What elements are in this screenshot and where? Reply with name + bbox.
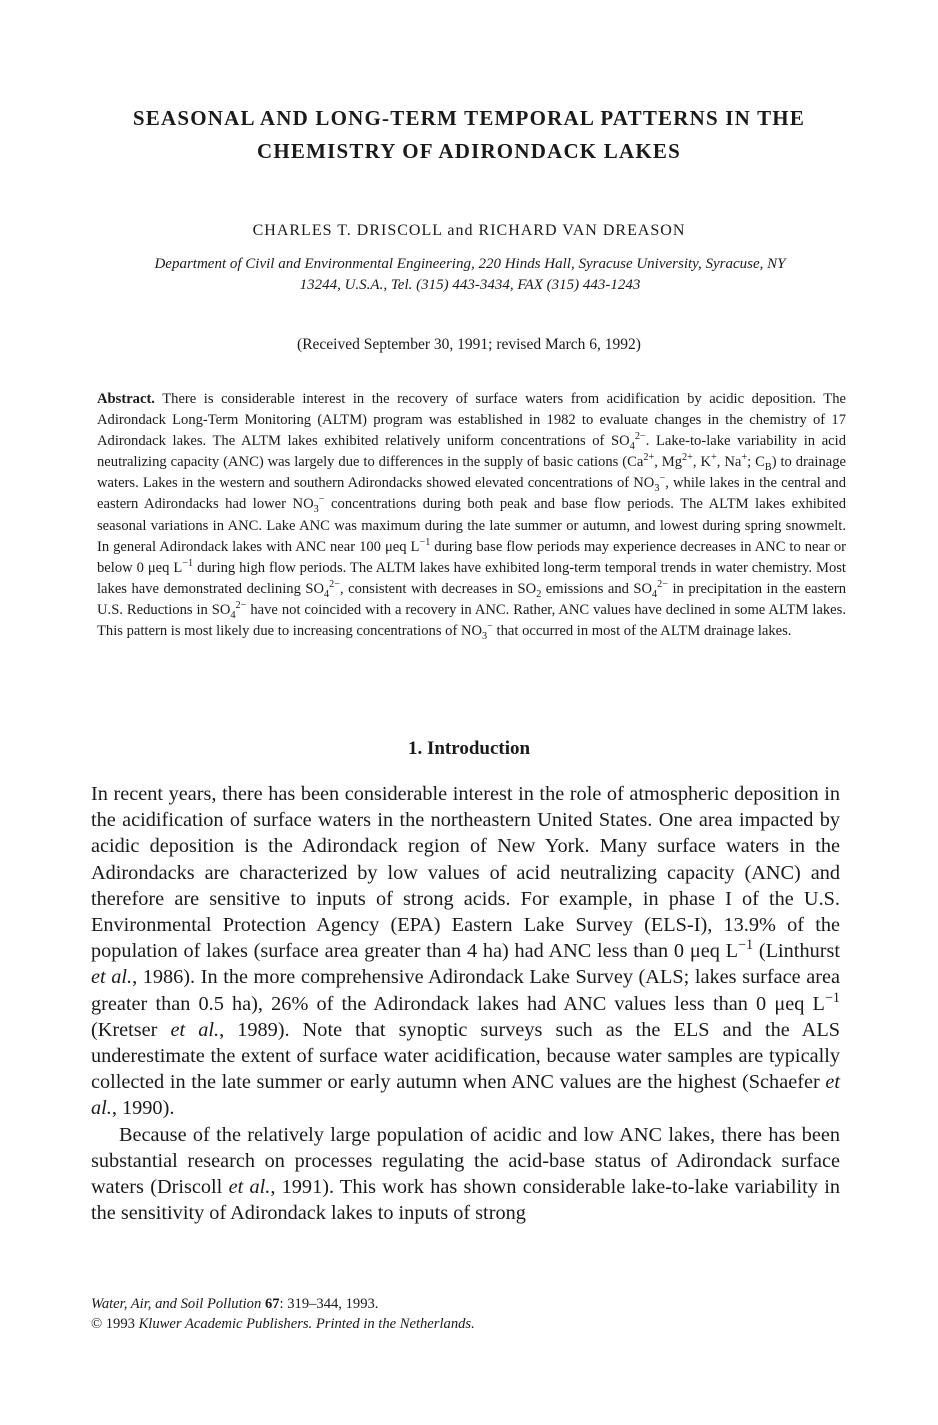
abstract-superscript: − xyxy=(318,494,325,506)
abstract-text: , K xyxy=(692,454,712,471)
abstract-subscript: 3 xyxy=(482,630,488,642)
abstract-superscript: − xyxy=(487,621,493,633)
paper-title xyxy=(90,102,848,168)
affiliation-line-1: Department of Civil and Environmental Engineering, 220 Hinds Hall, Syracuse University, Syracuse, NY xyxy=(154,256,786,272)
author-list: CHARLES T. DRISCOLL and RICHARD VAN DREASON xyxy=(252,222,686,239)
body-text: , 1989). Note that synoptic surveys such as the ELS and the ALS underestimate the extent of surface water acidification, because water samples are typically collected in the late summer or early autumn when ANC values are the highest (Schaefer xyxy=(91,1018,840,1094)
journal-footer xyxy=(91,1294,791,1334)
abstract-text: , Mg xyxy=(654,454,683,471)
abstract-superscript: 2+ xyxy=(682,452,693,464)
body-text: , 1990). xyxy=(111,1097,175,1120)
copyright-symbol: © xyxy=(91,1316,103,1332)
abstract-subscript: 2 xyxy=(536,588,542,600)
received-dates: (Received September 30, 1991; revised March 6, 1992) xyxy=(297,336,641,353)
abstract-text: emissions and SO xyxy=(541,580,653,597)
introduction-paragraph-2 xyxy=(91,1122,840,1227)
body-text: , 1986). In the more comprehensive Adirondack Lake Survey (ALS; lakes surface area greater than 0.5 ha), 26% of the Adirondack lakes had ANC values less than 0 μeq L xyxy=(91,966,840,1015)
abstract-text: during high flow periods. The ALTM lakes have exhibited long-term temporal trends in water chemistry. Most lakes have demonstrated declining SO xyxy=(97,559,846,597)
abstract-text: , while lakes in the central and eastern Adirondacks had lower NO xyxy=(97,475,846,513)
author-affiliation xyxy=(94,254,846,296)
copyright-line xyxy=(91,1314,791,1334)
affiliation-line-2: 13244, U.S.A., Tel. (315) 443-3434, FAX (315) 443-1243 xyxy=(299,277,641,293)
abstract-superscript: + xyxy=(711,452,717,464)
title-line-1: SEASONAL AND LONG-TERM TEMPORAL PATTERNS IN THE xyxy=(132,106,806,130)
section-heading-introduction: 1. Introduction xyxy=(407,738,531,759)
abstract-superscript: − xyxy=(659,473,666,485)
body-text: (Kretser xyxy=(91,1018,171,1041)
abstract-superscript: 2− xyxy=(329,578,340,590)
publisher: Kluwer Academic Publishers. Printed in the Netherlands. xyxy=(138,1316,475,1332)
abstract-label: Abstract. xyxy=(97,391,155,407)
abstract-subscript: 4 xyxy=(230,609,236,621)
journal-pages: : 319–344, 1993. xyxy=(279,1296,379,1312)
abstract-subscript: 4 xyxy=(324,588,330,600)
body-text: Because of the relatively large population of acidic and low ANC lakes, there has been substantial research on processes regulating the acid-base status of Adirondack surface waters (Driscoll xyxy=(91,1123,840,1199)
body-text: In recent years, there has been considerable interest in the role of atmospheric deposition in the acidification of surface waters in the northeastern United States. One area impacted by acidic deposition is the Adirondack region of New York. Many surface waters in the Adirondacks are characterized by low values of acid neutralizing capacity (ANC) and therefore are sensitive to inputs of strong acids. For example, in phase I of the U.S. Environmental Protection Agency (EPA) Eastern Lake Survey (ELS-I), 13.9% of the population of lakes (surface area greater than 4 ha) had ANC less than 0 μeq L xyxy=(91,783,840,963)
citation-etal: et al. xyxy=(91,966,133,989)
body-superscript: −1 xyxy=(738,937,754,954)
title-line-2: CHEMISTRY OF ADIRONDACK LAKES xyxy=(257,139,681,163)
abstract-text: concentrations during both peak and base flow periods. The ALTM lakes exhibited seasonal variations in ANC. Lake ANC was maximum during the late summer or autumn, and lowest during spring snowmelt. In general Adirondack lakes with ANC near 100 μeq L xyxy=(97,496,846,555)
body-text: , 1991). This work has shown considerable lake-to-lake variability in the sensitivity of Adirondack lakes to inputs of strong xyxy=(91,1176,840,1225)
journal-volume: 67 xyxy=(264,1296,280,1312)
abstract-superscript: + xyxy=(741,452,748,464)
abstract-text: ; C xyxy=(747,454,765,471)
abstract-text: There is considerable interest in the recovery of surface waters from acidification by acidic deposition. The Adirondack Long-Term Monitoring (ALTM) program was established in 1982 to evaluate changes in the chemistry of 17 Adirondack lakes. The ALTM lakes exhibited relatively uniform concentrations of SO xyxy=(97,391,846,450)
citation-etal: et al. xyxy=(91,1071,840,1120)
citation-etal: et al. xyxy=(170,1018,220,1041)
abstract-text: , Na xyxy=(716,454,742,471)
abstract-superscript: 2− xyxy=(634,431,646,443)
introduction-body xyxy=(91,781,840,1226)
abstract-subscript: 4 xyxy=(652,588,658,600)
abstract-superscript: −1 xyxy=(182,557,194,569)
abstract-text: . Lake-to-lake variability in acid neutralizing capacity (ANC) was largely due to differences in the supply of basic cations (Ca xyxy=(97,433,847,471)
abstract-subscript: 3 xyxy=(313,504,319,516)
citation-etal: et al. xyxy=(228,1176,271,1199)
abstract-subscript: 4 xyxy=(629,441,635,453)
abstract-superscript: −1 xyxy=(419,536,431,548)
abstract-text: have not coincided with a recovery in ANC. Rather, ANC values have declined in some ALTM lakes. This pattern is most likely due to increasing concentrations of NO xyxy=(97,601,846,640)
journal-citation xyxy=(91,1294,791,1314)
abstract-subscript: 3 xyxy=(654,483,660,495)
abstract-subscript: B xyxy=(764,462,772,474)
abstract-superscript: 2− xyxy=(235,600,247,612)
abstract-text: that occurred in most of the ALTM drainage lakes. xyxy=(492,623,792,640)
abstract-text: during base flow periods may experience decreases in ANC to near or below 0 μeq L xyxy=(97,538,846,576)
abstract-superscript: 2− xyxy=(657,578,669,590)
abstract-superscript: 2+ xyxy=(643,452,655,464)
abstract-text: in precipitation in the eastern U.S. Reductions in SO xyxy=(97,580,846,618)
introduction-paragraph-1 xyxy=(91,781,840,1122)
abstract-text: , consistent with decreases in SO xyxy=(339,580,537,597)
abstract xyxy=(97,389,846,642)
copyright-year: 1993 xyxy=(102,1316,139,1332)
abstract-text: ) to drainage waters. Lakes in the western and southern Adirondacks showed elevated concentrations of NO xyxy=(97,454,846,492)
body-text: (Linthurst xyxy=(753,940,841,963)
body-superscript: −1 xyxy=(824,989,840,1006)
journal-name: Water, Air, and Soil Pollution xyxy=(91,1296,262,1312)
